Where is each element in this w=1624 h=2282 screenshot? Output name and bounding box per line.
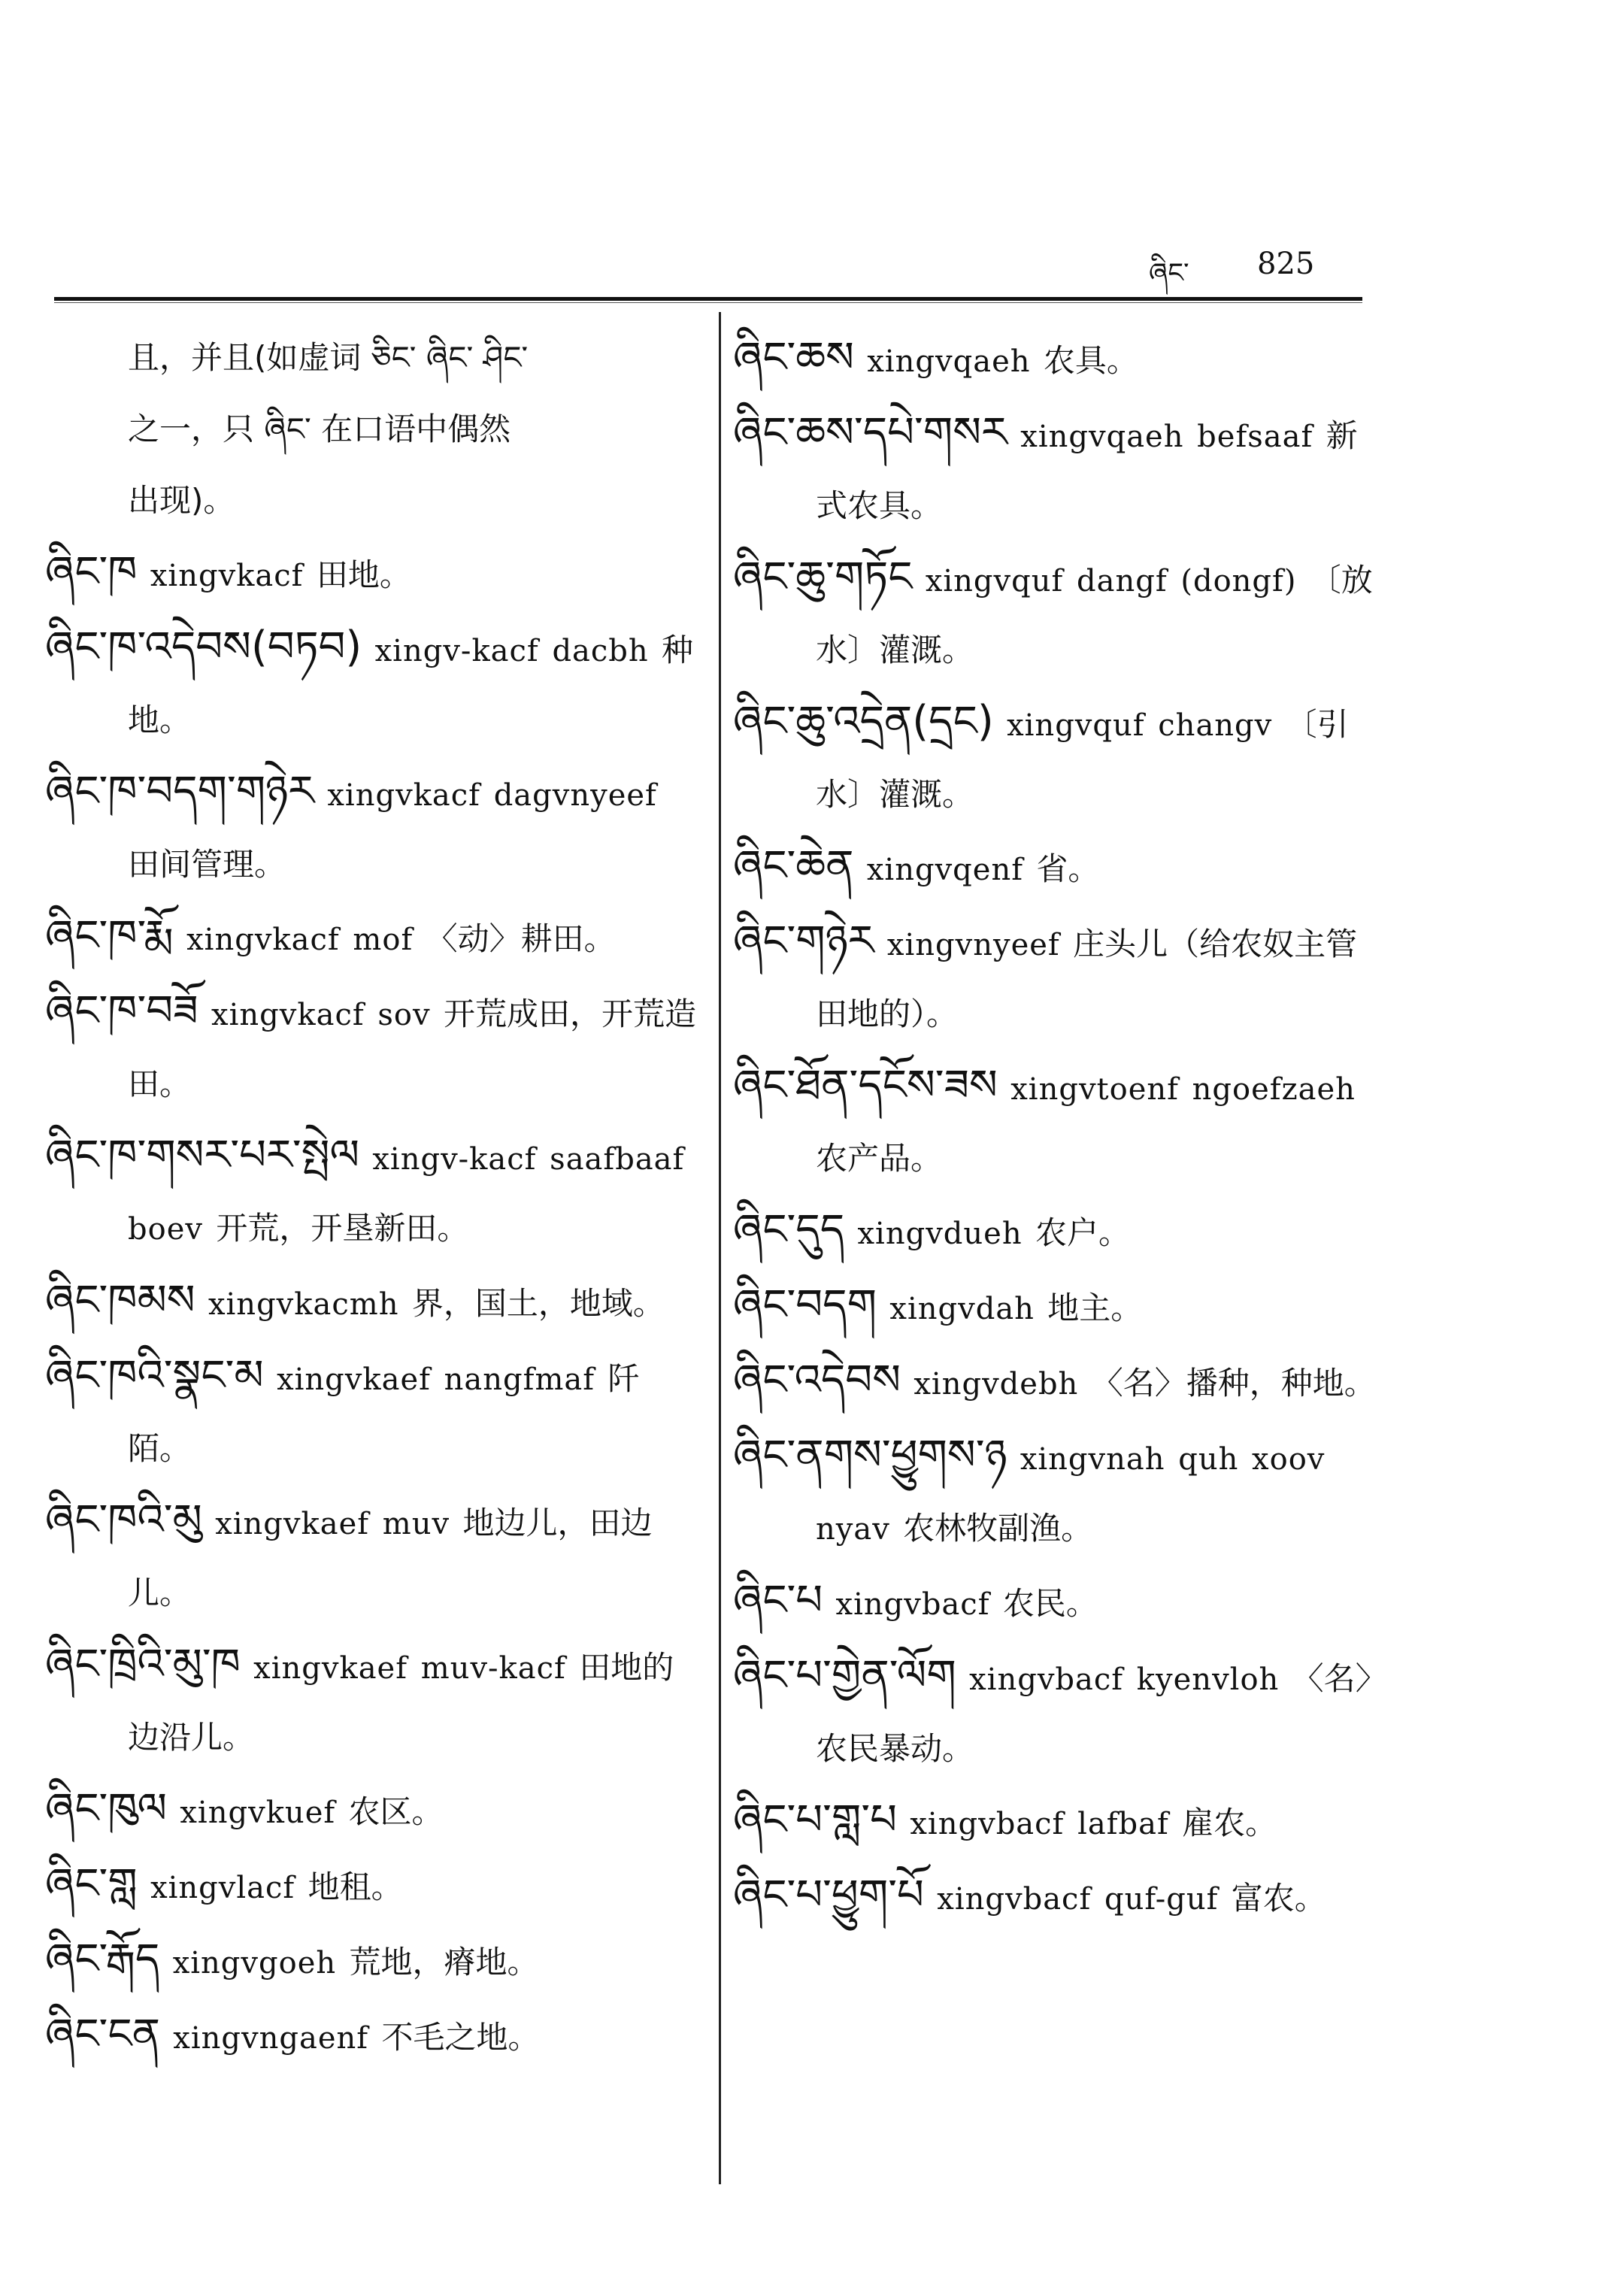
- entry-gloss: 地租。: [308, 1868, 403, 1905]
- entry-romanization: xingvnah quh xoov nyav: [816, 1442, 1326, 1547]
- entry-romanization: xingvdebh: [914, 1367, 1079, 1402]
- dictionary-entry: [733, 1861, 1380, 1934]
- dictionary-entry: [733, 543, 1380, 685]
- entry-romanization: xingvnyeef: [886, 928, 1060, 962]
- entry-headword: ཞིང་ཁ་བདག་གཉེར: [45, 767, 315, 816]
- entry-gloss: 〈动〉耕田。: [426, 920, 616, 957]
- entry-romanization: xingvqaeh: [867, 344, 1031, 379]
- entry-headword: ཞིང་འདེབས: [733, 1356, 901, 1405]
- entry-gloss: 雇农。: [1182, 1805, 1277, 1841]
- entry-gloss: 田地的边沿儿。: [128, 1649, 674, 1756]
- entry-headword: ཞིང་བདག: [733, 1280, 877, 1329]
- entry-headword: ཞིང་ཆས་དཔེ་གསར: [733, 408, 1007, 457]
- entry-gloss: 农林牧副渔。: [903, 1510, 1093, 1547]
- entry-headword: ཞིང་པ་གླ་པ: [733, 1796, 898, 1844]
- entry-gloss: 农产品。: [816, 1140, 943, 1177]
- entry-romanization: xingvqaeh befsaaf: [1020, 420, 1313, 454]
- entry-romanization: xingvkaef nangfmaf: [277, 1362, 595, 1397]
- dictionary-entry: [733, 687, 1380, 829]
- entry-romanization: xingvkaef muv: [215, 1507, 450, 1541]
- entry-headword: ཞིང་ཁ་འདེབས(བཏབ): [45, 623, 362, 671]
- dictionary-entry: [45, 977, 699, 1119]
- dictionary-entry: [733, 1566, 1380, 1639]
- entry-headword: ཞིང་ཁྲིའི་མུ་ཁ: [45, 1640, 241, 1689]
- entry-headword: ཞིང་ཁམས: [45, 1276, 195, 1325]
- entry-gloss: 田间管理。: [128, 846, 286, 883]
- entry-headword: ཞིང་ཆས: [733, 333, 854, 382]
- dictionary-entry: [45, 1486, 699, 1628]
- dictionary-entry: [45, 1341, 699, 1483]
- entry-romanization: xingvkacf mof: [186, 923, 414, 957]
- entry-romanization: xingvtoenf ngoefzaeh: [1010, 1072, 1356, 1107]
- entry-romanization: xingvkaef muv-kacf: [253, 1651, 566, 1686]
- page-number: 825: [1257, 247, 1315, 281]
- column-divider: [719, 312, 721, 2184]
- entry-gloss: 省。: [1036, 850, 1100, 887]
- dictionary-entry: [733, 1786, 1380, 1859]
- entry-gloss: 新式农具。: [816, 417, 1358, 524]
- dictionary-entry: [733, 399, 1380, 541]
- entry-gloss: 农户。: [1035, 1214, 1130, 1251]
- entry-headword: ཞིང་ཁ་བཟོ: [45, 986, 198, 1035]
- dictionary-entry: [733, 1196, 1380, 1268]
- continuation-line: 且，并且(如虚词 ཅིང་ ཞིང་ ཤིང་: [128, 339, 529, 376]
- entry-romanization: xingvkacmh: [208, 1287, 399, 1322]
- entry-romanization: xingvqenf: [866, 853, 1024, 887]
- dictionary-entry: [733, 1051, 1380, 1193]
- dictionary-entry: [45, 1266, 699, 1339]
- entry-headword: ཞིང་གླ: [45, 1859, 138, 1908]
- entry-romanization: xingvlacf: [150, 1871, 295, 1905]
- entry-gloss: 农具。: [1043, 342, 1138, 379]
- dictionary-entry: [733, 832, 1380, 905]
- entry-headword: ཞིང་དུད: [733, 1205, 845, 1254]
- entry-headword: ཞིང་ནགས་ཕྱུགས་ཉ: [733, 1431, 1007, 1480]
- entry-headword: ཞིང་པ་ཕྱུག་པོ: [733, 1871, 924, 1920]
- entry-romanization: xingvkacf dagvnyeef: [327, 778, 657, 813]
- entry-gloss: 农民。: [1002, 1585, 1098, 1622]
- entry-headword: ཞིང་ཁའི་མུ: [45, 1496, 202, 1544]
- dictionary-entry: [45, 1925, 699, 1998]
- entry-gloss: 阡陌。: [128, 1360, 640, 1467]
- entry-gloss: 开荒，开垦新田。: [216, 1210, 469, 1247]
- entry-gloss: 富农。: [1231, 1880, 1326, 1917]
- entry-headword: ཞིང་ཁ: [45, 547, 138, 596]
- page-header: [0, 233, 1624, 301]
- entry-gloss: 农区。: [348, 1793, 444, 1830]
- entry-romanization: xingvdueh: [857, 1217, 1023, 1251]
- right-column: [733, 323, 1380, 1936]
- entry-gloss: 〔引水〕灌溉。: [816, 706, 1349, 813]
- entry-romanization: xingvdah: [889, 1292, 1035, 1326]
- entry-gloss: 〈名〉播种，种地。: [1091, 1365, 1376, 1402]
- entry-gloss: 地主。: [1047, 1289, 1143, 1326]
- entry-headword: ཞིང་པ་གྱེན་ལོག: [733, 1651, 956, 1700]
- continuation-line: 之一，只 ཞིང་ 在口语中偶然: [128, 411, 511, 447]
- entry-romanization: xingvbacf kyenvloh: [969, 1662, 1280, 1697]
- dictionary-entry: [733, 1271, 1380, 1344]
- entry-gloss: 开荒成田，开荒造田。: [128, 996, 696, 1102]
- entry-romanization: xingvbacf quf-guf: [937, 1882, 1219, 1917]
- entry-headword: ཞིང་ཆེན: [733, 841, 854, 890]
- dictionary-entry: [733, 1641, 1380, 1783]
- entry-headword: ཞིང་ཆུ་འདྲེན(དྲང): [733, 697, 994, 746]
- dictionary-entry: [45, 538, 699, 611]
- running-head: ཞིང་: [1149, 258, 1189, 289]
- entry-romanization: xingvngaenf: [173, 2021, 369, 2056]
- entry-headword: ཞིང་ངན: [45, 2010, 160, 2059]
- entry-gloss: 不毛之地。: [381, 2019, 540, 2056]
- dictionary-entry: [45, 902, 699, 974]
- entry-romanization: xingvgoeh: [172, 1946, 337, 1980]
- entry-romanization: xingvbacf lafbaf: [910, 1807, 1169, 1841]
- entry-headword: ཞིང་ཁ་རྨོ: [45, 911, 174, 960]
- entry-gloss: 种地。: [128, 632, 694, 738]
- dictionary-entry: [733, 1421, 1380, 1564]
- dictionary-entry: [733, 323, 1380, 396]
- dictionary-entry: [45, 613, 699, 755]
- entry-gloss: 庄头儿（给农奴主管田地的）。: [816, 926, 1358, 1032]
- entry-gloss: 〔放水〕灌溉。: [816, 562, 1373, 668]
- entry-headword: ཞིང་ཁ་གསར་པར་སྤེལ: [45, 1131, 359, 1180]
- dictionary-entry: [45, 1850, 699, 1923]
- entry-gloss: 荒地，瘠地。: [349, 1944, 539, 1980]
- entry-headword: ཞིང་ཆུ་གཏོང: [733, 553, 913, 602]
- entry-gloss: 田地。: [316, 556, 411, 593]
- dictionary-entry: [733, 1346, 1380, 1419]
- header-rule: [54, 297, 1362, 301]
- entry-headword: ཞིང་ཁའི་སྣང་མ: [45, 1351, 264, 1400]
- header-rule-thin: [54, 302, 1362, 303]
- entry-romanization: xingv-kacf saafbaaf boev: [128, 1142, 685, 1247]
- entry-headword: ཞིང་ཁུལ: [45, 1784, 168, 1833]
- entry-gloss: 界，国土，地域。: [411, 1285, 665, 1322]
- entry-gloss: 地边儿，田边儿。: [128, 1505, 653, 1611]
- entry-gloss: 〈名〉农民暴动。: [816, 1660, 1371, 1767]
- entry-headword: ཞིང་པ: [733, 1576, 823, 1625]
- entry-headword: ཞིང་ཐོན་དངོས་ཟས: [733, 1061, 998, 1110]
- left-column: [45, 323, 699, 2075]
- dictionary-entry: [45, 1121, 699, 1264]
- entry-romanization: xingvkacf: [150, 559, 304, 593]
- continuation-line: 出现)。: [128, 482, 235, 519]
- entry-romanization: xingvkacf sov: [211, 998, 431, 1032]
- dictionary-entry: [45, 2000, 699, 2073]
- entry-romanization: xingv-kacf dacbh: [374, 634, 649, 668]
- dictionary-entry: [733, 907, 1380, 1049]
- dictionary-entry: [45, 757, 699, 899]
- entry-romanization: xingvbacf: [835, 1587, 990, 1622]
- dictionary-entry: [45, 1630, 699, 1772]
- entry-headword: ཞིང་གཉེར: [733, 917, 874, 965]
- entry-headword: ཞིང་རྒོད: [45, 1935, 160, 1983]
- dictionary-entry: [45, 1774, 699, 1847]
- entry-romanization: xingvquf changv: [1007, 708, 1273, 743]
- entry-romanization: xingvkuef: [180, 1796, 336, 1830]
- entry-romanization: xingvquf dangf (dongf): [925, 564, 1297, 599]
